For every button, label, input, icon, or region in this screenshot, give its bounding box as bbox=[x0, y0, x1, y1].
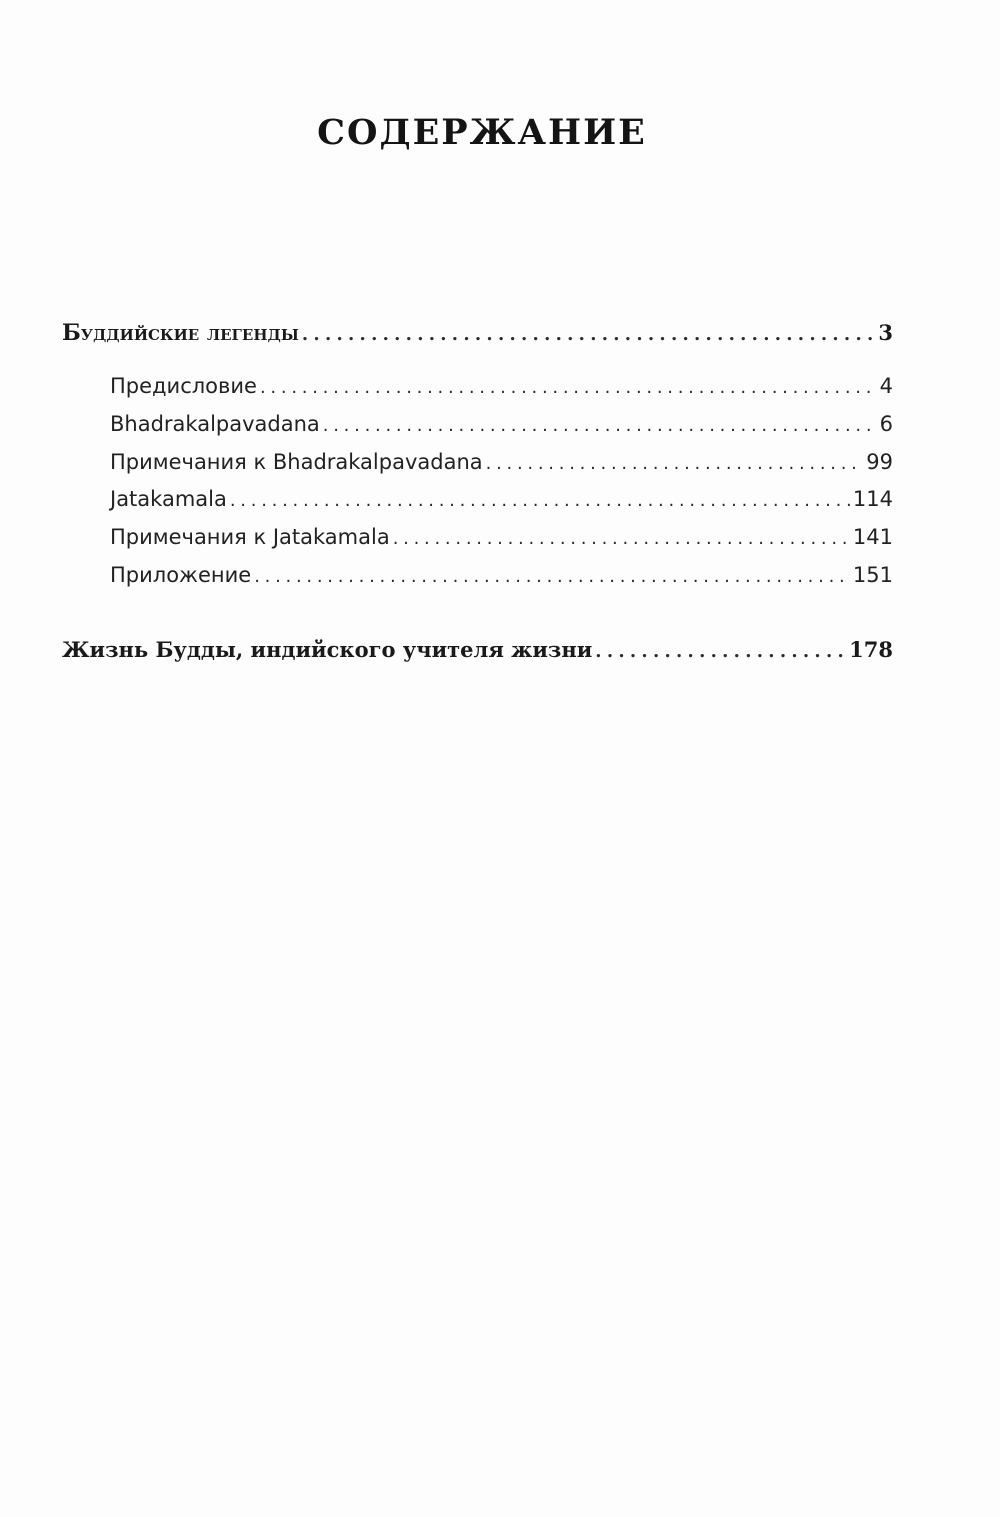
dot-leader bbox=[260, 373, 877, 403]
toc-entry-label: Предисловие bbox=[110, 374, 257, 398]
toc-entry-appendix bbox=[110, 560, 893, 592]
toc-entry-notes-jatakamala bbox=[110, 522, 893, 554]
toc-entry-page: 3 bbox=[878, 320, 893, 345]
toc-entry-label: Примечания к Bhadrakalpavadana bbox=[110, 450, 483, 474]
dot-leader bbox=[254, 562, 850, 592]
dot-leader bbox=[595, 637, 846, 667]
toc-entry-label: Bhadrakalpavadana bbox=[110, 412, 320, 436]
dot-leader bbox=[486, 449, 864, 479]
toc-entry-preface bbox=[110, 371, 893, 403]
toc-entry-page: 99 bbox=[866, 450, 893, 474]
toc-entry-label: Жизнь Будды, индийского учителя жизни bbox=[62, 637, 593, 662]
toc-entry-notes-bhadrakalpavadana bbox=[110, 447, 893, 479]
toc-entry-page: 151 bbox=[852, 563, 893, 587]
dot-leader bbox=[302, 320, 876, 350]
toc-entry-page: 141 bbox=[852, 525, 893, 549]
toc-entry-page: 6 bbox=[879, 412, 893, 436]
toc-entry-page: 178 bbox=[849, 637, 893, 662]
toc-entry-bhadrakalpavadana bbox=[110, 409, 893, 441]
toc-entry-label: Буддийские легенды bbox=[62, 320, 299, 346]
page-title: СОДЕРЖАНИЕ bbox=[317, 112, 647, 153]
toc-entry-life-of-buddha bbox=[62, 635, 893, 667]
dot-leader bbox=[323, 411, 877, 441]
toc-entry-buddhist-legends bbox=[62, 318, 893, 350]
toc-entry-jatakamala bbox=[110, 484, 893, 516]
dot-leader bbox=[230, 486, 850, 516]
toc-entry-page: 4 bbox=[879, 374, 893, 398]
dot-leader bbox=[393, 524, 850, 554]
toc-entry-label: Jatakamala bbox=[110, 487, 227, 511]
toc-entry-page: 114 bbox=[852, 487, 893, 511]
toc-entry-label: Примечания к Jatakamala bbox=[110, 525, 390, 549]
toc-entry-label: Приложение bbox=[110, 563, 252, 587]
